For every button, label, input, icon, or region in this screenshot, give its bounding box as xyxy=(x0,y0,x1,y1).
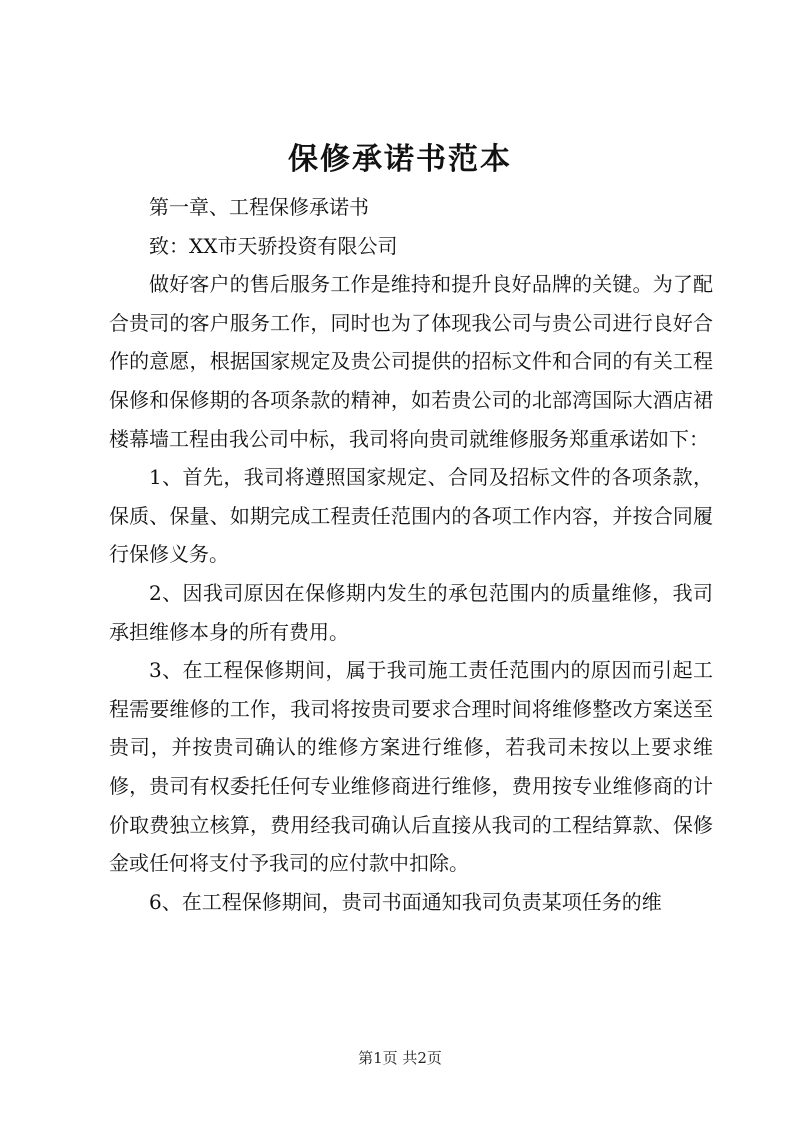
document-title: 保修承诺书范本 xyxy=(288,142,512,177)
document-body xyxy=(109,188,713,921)
commitment-item-2: 2、因我司原因在保修期内发生的承包范围内的质量维修，我司承担维修本身的所有费用。 xyxy=(109,580,713,644)
recipient-line: 致：XX市天骄投资有限公司 xyxy=(149,233,398,258)
commitment-item-3: 3、在工程保修期间，属于我司施工责任范围内的原因而引起工程需要维修的工作，我司将按贵司要求合理时间将维修整改方案送至贵司，并按贵司确认的维修方案进行维修，若我司未按以上要求维修，贵司有权委托任何专业维修商进行维修，费用按专业维修商的计价取费独立核算，费用经我司确认后直接从我司的工程结算款、保修金或任何将支付予我司的应付款中扣除。 xyxy=(109,658,713,876)
intro-paragraph: 做好客户的售后服务工作是维持和提升良好品牌的关键。为了配合贵司的客户服务工作，同时也为了体现我公司与贵公司进行良好合作的意愿，根据国家规定及贵公司提供的招标文件和合同的有关工程保修和保修期的各项条款的精神，如若贵公司的北部湾国际大酒店裙楼幕墙工程由我公司中标，我司将向贵司就维修服务郑重承诺如下： xyxy=(109,272,713,451)
chapter-heading: 第一章、工程保修承诺书 xyxy=(149,195,369,219)
commitment-item-6: 6、在工程保修期间，贵司书面通知我司负责某项任务的维 xyxy=(149,889,662,914)
page-number-footer: 第1页 共2页 xyxy=(358,1049,442,1067)
commitment-item-1: 1、首先，我司将遵照国家规定、合同及招标文件的各项条款，保质、保量、如期完成工程责任范围内的各项工作内容，并按合同履行保修义务。 xyxy=(109,465,713,567)
